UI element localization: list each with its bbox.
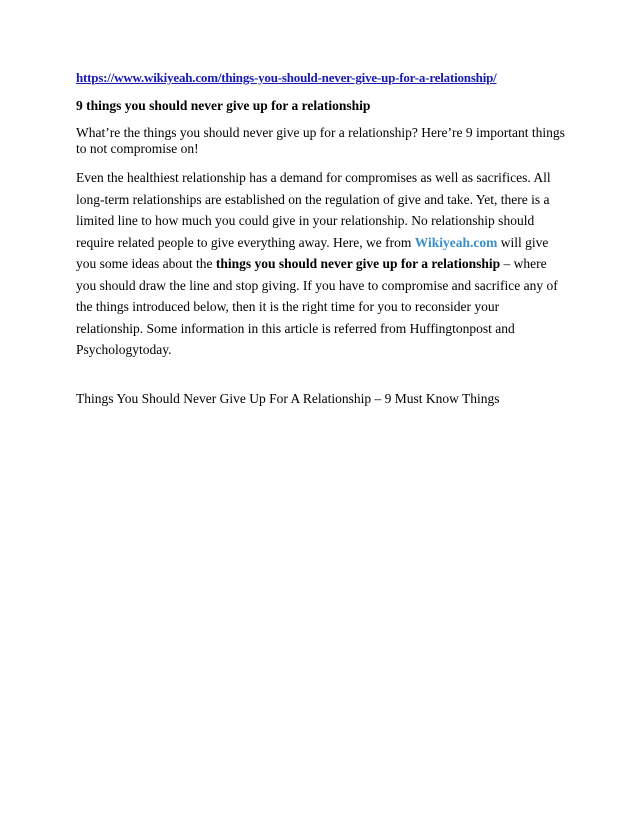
document-title: 9 things you should never give up for a relationship (76, 98, 371, 113)
source-url-link[interactable]: https://www.wikiyeah.com/things-you-should-never-give-up-for-a-relationship/ (76, 70, 497, 85)
body-emphasis: things you should never give up for a relationship (215, 256, 501, 271)
document-page (76, 70, 566, 407)
wikiyeah-link[interactable]: Wikiyeah.com (414, 234, 498, 250)
intro-paragraph: What’re the things you should never give up for a relationship? Here’re 9 important things to not compromise on! (76, 125, 565, 156)
section-heading: Things You Should Never Give Up For A Relationship – 9 Must Know Things (76, 390, 500, 406)
body-text-part-3: – where you should draw the line and stop giving. If you have to compromise and sacrifice any of the things introduced below, then it is the right time for you to reconsider your relationship. Some information in this article is referred from Huffingtonpost and Psychologytoday. (76, 256, 558, 357)
body-text-part-1: Even the healthiest relationship has a demand for compromises as well as sacrifices. All long-term relationships are established on the regulation of give and take. Yet, there is a limited line to how much you could give in your relationship. No relationship should require related people to give everything away. Here, we from (76, 170, 551, 250)
body-text-part-2: will give you some ideas about the (76, 234, 549, 271)
body-paragraph (76, 167, 566, 361)
